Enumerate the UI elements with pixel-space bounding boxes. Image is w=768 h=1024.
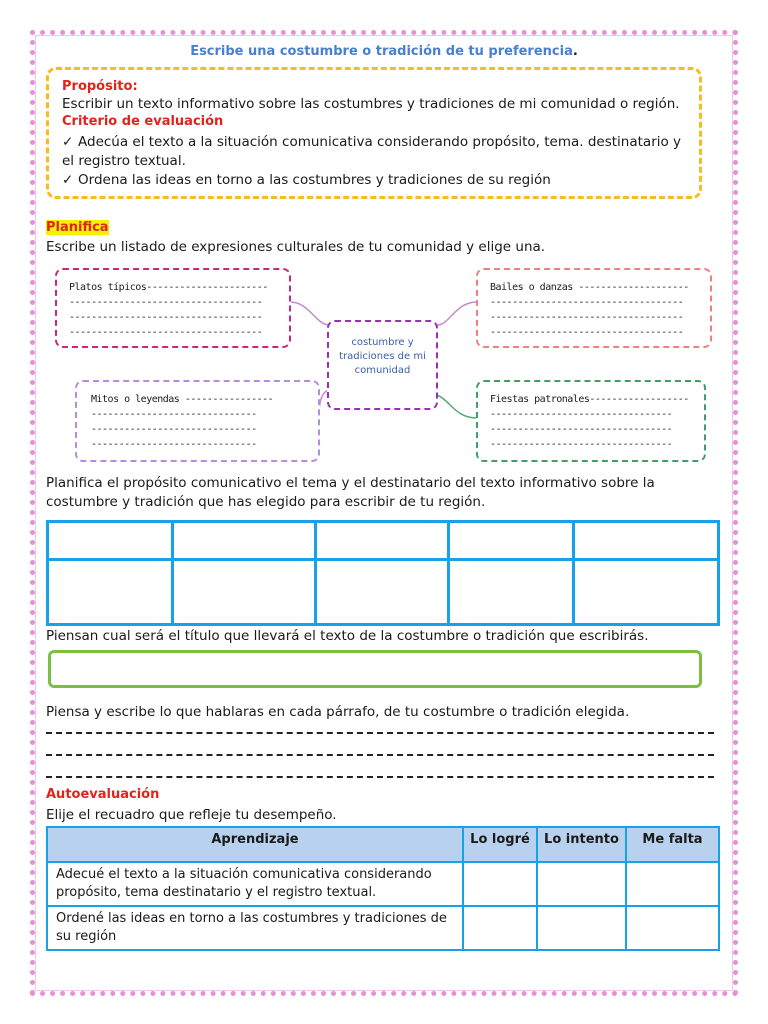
criteria-item-2-text: Ordena las ideas en torno a las costumbres y tradiciones de su región [78,172,551,188]
fiestas-line-4: --------------------------------- [490,439,673,450]
planifica-heading: Planifica [46,220,109,235]
checkbox-lo-logre[interactable] [463,862,537,906]
planning-cell[interactable] [449,522,574,560]
bailes-box[interactable] [476,268,712,348]
planning-cell[interactable] [316,522,449,560]
planning-cell[interactable] [48,560,173,625]
planning-cell[interactable] [173,522,316,560]
checkbox-lo-intento[interactable] [537,862,626,906]
platos-line-3: ----------------------------------- [69,312,263,323]
planning-cell[interactable] [574,522,719,560]
platos-line-4: ----------------------------------- [69,327,263,338]
purpose-planning-instruction: Planifica el propósito comunicativo el tema y el destinatario del texto informativo sobre la costumbre y tradición que has elegido para escribir de tu región. [46,475,655,510]
col-me-falta: Me falta [626,827,719,862]
write-line [46,756,714,778]
autoevaluacion-heading: Autoevaluación [46,787,160,802]
criteria-heading: Criterio de evaluación [62,114,224,129]
fiestas-line-3: --------------------------------- [490,424,673,435]
fiestas-box[interactable] [476,380,706,462]
planning-cell[interactable] [316,560,449,625]
fiestas-line-2: --------------------------------- [490,409,673,420]
fiestas-line-1: Fiestas patronales------------------ [490,394,689,405]
platos-line-1: Platos típicos---------------------- [69,282,268,293]
planning-grid [46,520,720,626]
checkbox-lo-logre[interactable] [463,906,537,950]
col-aprendizaje: Aprendizaje [47,827,463,862]
bailes-line-3: ----------------------------------- [490,312,684,323]
write-line [46,734,714,756]
platos-box[interactable] [55,268,291,348]
checkbox-me-falta[interactable] [626,862,719,906]
col-lo-intento: Lo intento [537,827,626,862]
paragraph-lines[interactable] [46,722,714,778]
bailes-line-1: Bailes o danzas -------------------- [490,282,689,293]
mitos-line-2: ------------------------------ [91,409,257,420]
bailes-line-2: ----------------------------------- [490,297,684,308]
criterion-1: Adecué el texto a la situación comunicativa considerando propósito, tema destinatario y el registro textual. [47,862,463,906]
autoevaluacion-instruction: Elije el recuadro que refleje tu desempeño. [46,807,337,823]
planifica-instruction: Escribe un listado de expresiones culturales de tu comunidad y elige una. [46,239,546,255]
write-line [46,722,714,734]
mitos-line-4: ------------------------------ [91,439,257,450]
title-input-box[interactable] [48,650,702,688]
mitos-box[interactable] [75,380,320,462]
purpose-text: Escribir un texto informativo sobre las costumbres y tradiciones de mi comunidad o región. [62,96,680,112]
planning-cell[interactable] [449,560,574,625]
mitos-line-3: ------------------------------ [91,424,257,435]
col-lo-logre: Lo logré [463,827,537,862]
purpose-heading: Propósito: [62,79,138,94]
platos-line-2: ----------------------------------- [69,297,263,308]
worksheet-title: Escribe una costumbre o tradición de tu preferencia. [190,44,578,59]
bailes-line-4: ----------------------------------- [490,327,684,338]
title-instruction: Piensan cual será el título que llevará el texto de la costumbre o tradición que escribirás. [46,628,649,644]
mitos-line-1: Mitos o leyendas ---------------- [91,394,274,405]
checkbox-lo-intento[interactable] [537,906,626,950]
planning-cell[interactable] [48,522,173,560]
center-topic-box [327,320,438,410]
paragraph-instruction: Piensa y escribe lo que hablaras en cada párrafo, de tu costumbre o tradición elegida. [46,704,630,720]
planning-cell[interactable] [173,560,316,625]
planning-cell[interactable] [574,560,719,625]
criterion-2: Ordené las ideas en torno a las costumbres y tradiciones de su región [47,906,463,950]
autoevaluacion-table [46,826,720,951]
checkbox-me-falta[interactable] [626,906,719,950]
criteria-item-1-text: Adecúa el texto a la situación comunicativa considerando propósito, tema. destinatario y el registro textual. [62,134,682,169]
center-topic-text: costumbre y tradiciones de mi comunidad [339,337,426,376]
